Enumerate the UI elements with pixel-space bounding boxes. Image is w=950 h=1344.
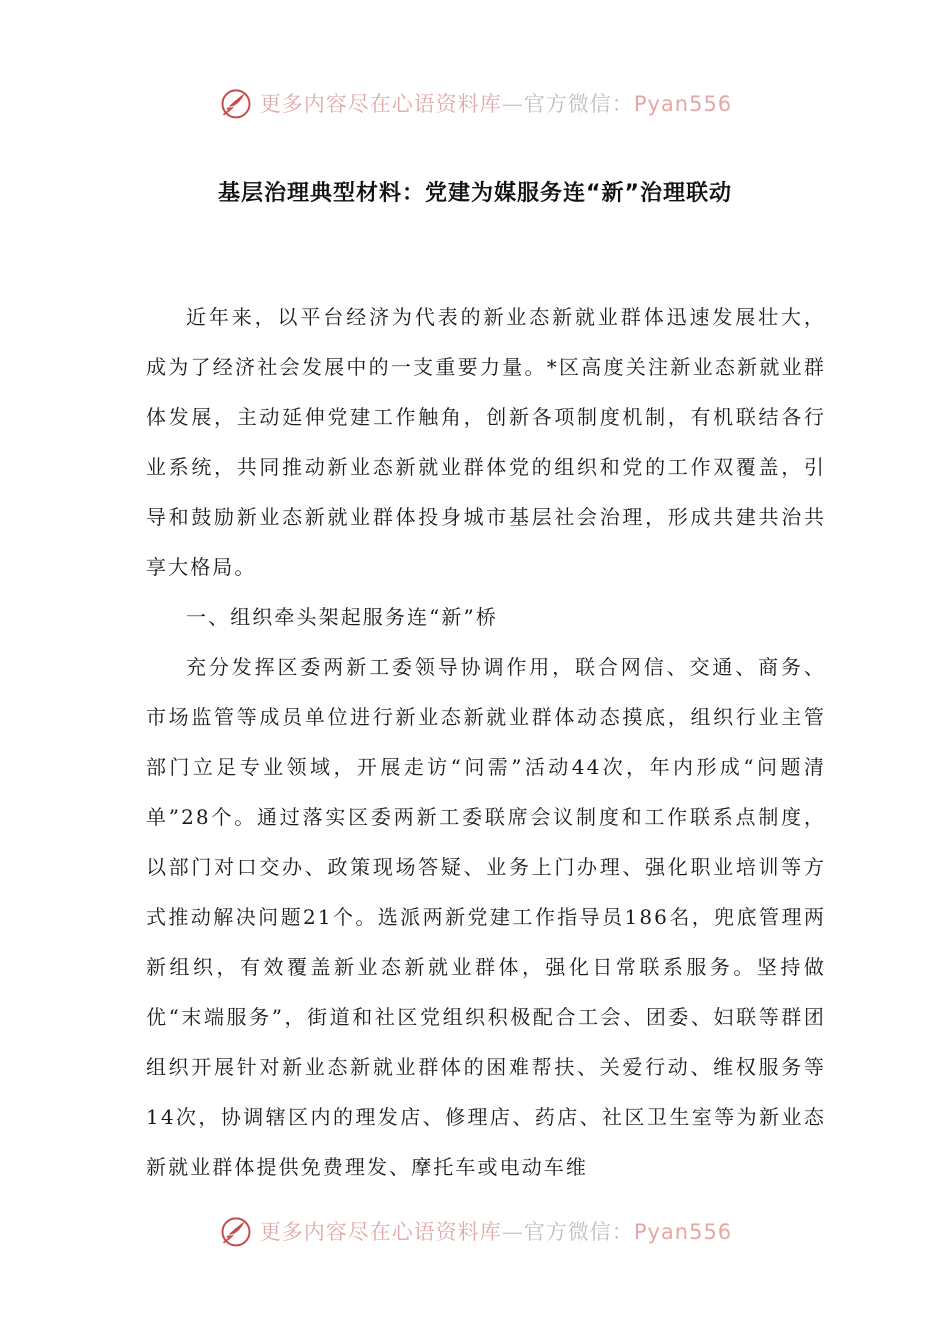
paragraph-section-1: 充分发挥区委两新工委领导协调作用，联合网信、交通、商务、市场监管等成员单位进行新业态新就业群体动态摸底，组织行业主管部门立足专业领域，开展走访“问需”活动44次，年内形成“问题清单”28个。通过落实区委两新工委联席会议制度和工作联系点制度，以部门对口交办、政策现场答疑、业务上门办理、强化职业培训等方式推动解决问题21个。选派两新党建工作指导员186名，兜底管理两新组织，有效覆盖新业态新就业群体，强化日常联系服务。坚持做优“末端服务”，街道和社区党组织积极配合工会、团委、妇联等群团组织开展针对新业态新就业群体的困难帮扶、关爱行动、维权服务等14次，协调辖区内的理发店、修理店、药店、社区卫生室等为新业态新就业群体提供免费理发、摩托车或电动车维: [146, 655, 826, 1179]
footer-watermark: [0, 1206, 950, 1256]
watermark-wechat-label: 官方微信：: [523, 92, 634, 116]
book-quill-logo-icon: [218, 1213, 254, 1249]
watermark-brand: 更多内容尽在心语资料库: [259, 92, 502, 116]
watermark-text: [260, 88, 732, 118]
document-title: 基层治理典型材料：党建为媒服务连“新”治理联动: [218, 181, 732, 206]
book-quill-logo-icon: [218, 85, 254, 121]
watermark-separator: —: [501, 1220, 524, 1244]
header-watermark: [0, 78, 950, 128]
watermark-wechat-label: 官方微信：: [523, 1220, 634, 1244]
section-heading-1: 一、组织牵头架起服务连“新”桥: [186, 605, 498, 629]
watermark-brand: 更多内容尽在心语资料库: [259, 1220, 502, 1244]
watermark-wechat-id: Pyan556: [633, 92, 733, 116]
paragraph-intro: 近年来，以平台经济为代表的新业态新就业群体迅速发展壮大，成为了经济社会发展中的一支重要力量。*区高度关注新业态新就业群体发展，主动延伸党建工作触角，创新各项制度机制，有机联结各行业系统，共同推动新业态新就业群体党的组织和党的工作双覆盖，引导和鼓励新业态新就业群体投身城市基层社会治理，形成共建共治共享大格局。: [146, 305, 826, 579]
document-body: [146, 292, 826, 1192]
watermark-text: [260, 1216, 732, 1246]
watermark-separator: —: [501, 92, 524, 116]
watermark-wechat-id: Pyan556: [633, 1220, 733, 1244]
